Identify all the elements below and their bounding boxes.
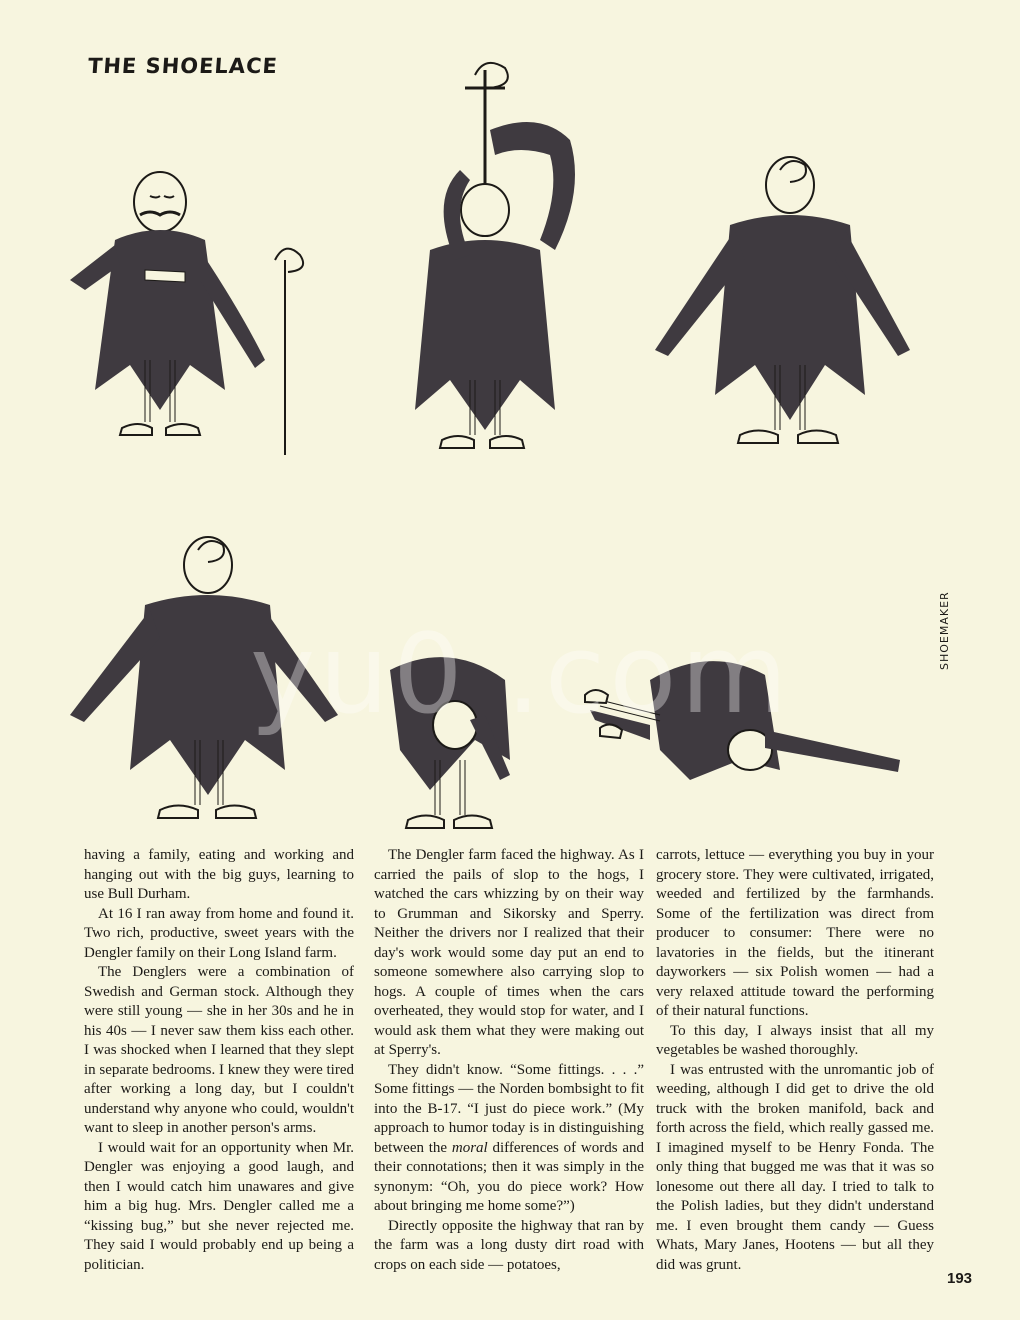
- man-arms-spread-illustration: [60, 530, 350, 830]
- paragraph: [374, 1061, 644, 1217]
- text-run: They didn't know. “Some fittings. . . .” Some fittings — the Norden bombsight to fit into the B-17. “I just do piece work.” (My approach to humor today is in distinguishing between the: [374, 1061, 644, 1156]
- cartoon-panel-6: [580, 640, 930, 820]
- paragraph: At 16 I ran away from home and found it. Two rich, productive, sweet years with the Dengler family on their Long Island farm.: [84, 905, 354, 961]
- paragraph: The Denglers were a combination of Swedish and German stock. Although they were still young — she in her 30s and he in his 40s — I never saw them kiss each other. I was shocked when I learned that they slept in separate bedrooms. I knew they were tired after working a long day, but I couldn't understand why anyone who could, wouldn't want to sleep in another person's arms.: [84, 964, 354, 1136]
- article-column-2: [374, 846, 644, 1275]
- cartoon-panel-3: [640, 150, 930, 460]
- page-number: 193: [947, 1270, 973, 1287]
- man-pointing-at-sword-illustration: [60, 160, 320, 460]
- paragraph: carrots, lettuce — everything you buy in your grocery store. They were cultivated, irrigated, weeded and fertilized by the farmhands. Some of the fertilization was direct from producer to consumer: There were no lavatories in the fields, but the itinerant dayworkers — six Polish women — had a very relaxed attitude toward the performing of their natural functions.: [656, 847, 934, 1019]
- cartoon-title: THE SHOELACE: [87, 54, 279, 78]
- paragraph: I would wait for an opportunity when Mr. Dengler was enjoying a good laugh, and then I would catch him unawares and give him a big hug. Mrs. Dengler called me a “kissing bug,” but she never rejected me. They said I would probably end up being a politician.: [84, 1139, 354, 1273]
- article-body: [84, 846, 944, 1286]
- emphasis: moral: [451, 1139, 488, 1156]
- cartoon-panel-2: [370, 50, 610, 460]
- paragraph: having a family, eating and working and hanging out with the big guys, learning to use Bull Durham.: [84, 847, 354, 902]
- paragraph: The Dengler farm faced the highway. As I carried the pails of slop to the hogs, I watched the cars whizzing by on their way to Grumman and Sikorsky and Sperry. Neither the drivers nor I realized that their day's work would some day put an end to someone somewhere also carrying slop to hogs. A couple of times when the cars overheated, they would stop for water, and I would ask them what they were making out at Sperry's.: [374, 847, 644, 1058]
- cartoon-panel-4: [60, 530, 350, 830]
- paragraph: I was entrusted with the unromantic job of weeding, although I did get to drive the old truck with the broken manifold, back and forth across the field, which really gassed me. I imagined myself to be Henry Fonda. The only thing that bugged me was that it was so lonesome out there all day. I tried to talk to the Polish ladies, but they didn't understand me. I even brought them candy — Guess Whats, Mary Janes, Hootens — but all they did was grunt.: [656, 1061, 934, 1273]
- man-sword-down-throat-illustration: [640, 150, 930, 460]
- man-tying-shoelace-illustration: [370, 640, 570, 840]
- article-column-1: [84, 846, 354, 1275]
- text-run: differences of words and their connotations; then it was simply in the synonym: “Oh, you do piece work? How about bringing me home some?”): [374, 1139, 644, 1214]
- man-collapsed-illustration: [580, 640, 930, 820]
- paragraph: Directly opposite the highway that ran by the farm was a long dusty dirt road with crops on each side — potatoes,: [374, 1217, 644, 1273]
- cartoon-panel-5: [370, 640, 570, 840]
- paragraph: To this day, I always insist that all my vegetables be washed thoroughly.: [656, 1022, 934, 1058]
- watermark: yu0 .com: [250, 610, 792, 738]
- article-column-3: [656, 846, 934, 1275]
- artist-signature: SHOEMAKER: [938, 591, 951, 670]
- man-swallowing-sword-illustration: [370, 50, 610, 460]
- cartoon-panel-1: [60, 160, 320, 460]
